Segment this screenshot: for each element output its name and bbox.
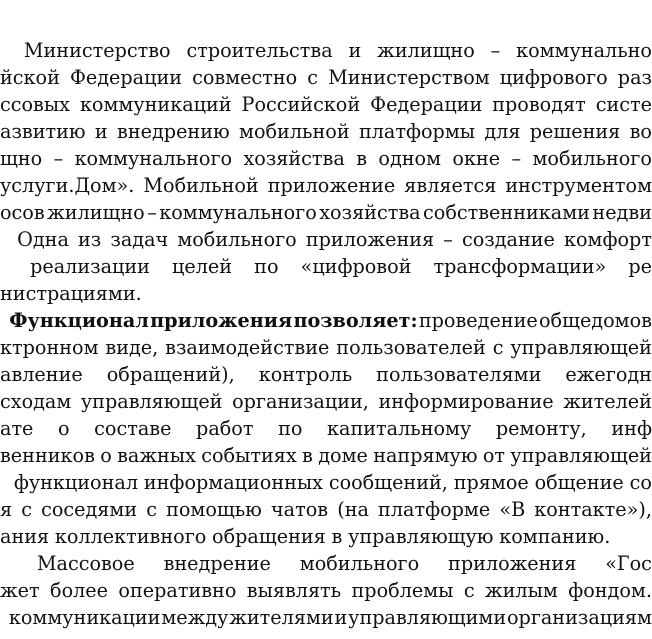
word: в [356,147,367,170]
word: услуги.Дом». [0,174,135,197]
word: ссовых [0,93,70,116]
word: инф [611,417,652,440]
word: со [629,471,652,494]
word: информационных [143,471,323,494]
word: «В [499,498,526,521]
word: систе [595,93,652,116]
word: жет [0,579,40,602]
word: о [58,417,70,440]
word: сходам [0,390,72,413]
bold-word: Функционал [9,309,149,332]
word: жителями [229,606,334,629]
word: коммунального [74,147,233,170]
text-line [0,92,652,118]
word: мобильного [299,552,420,575]
word: – [53,147,64,170]
word: обращений), [106,363,235,386]
bold-word: позволяет: [293,309,418,332]
word: осов [0,201,45,224]
word: Министерством [328,66,490,89]
word: я [0,498,13,521]
indent [0,470,8,496]
word: приложения [448,552,577,575]
word: сообщений, [328,471,448,494]
word: составе [94,417,172,440]
word: и [334,606,348,629]
word: доме [318,444,368,467]
word: событиях [201,444,297,467]
text-line [0,524,652,550]
word: Федерации [370,93,483,116]
word: фондом. [568,579,652,602]
word: инструментом [505,174,652,197]
word: Российской [241,93,361,116]
word: более [50,579,109,602]
word: информирование [378,390,554,413]
word: строительства [186,39,333,62]
word: коммуникации [8,606,161,629]
word: организациям [506,606,652,629]
word: с [307,66,318,89]
indent [0,227,8,253]
word: по [278,417,303,440]
word: организации, [232,390,369,413]
word: чатов [271,498,329,521]
word: для [484,120,521,143]
text-line [0,443,652,469]
text-line [0,254,652,280]
word: приложения [305,228,435,251]
text-line [0,362,652,388]
text-line [0,335,652,361]
word: решения [529,120,621,143]
word: из [78,228,102,251]
word: ежегодн [565,363,652,386]
word: ре [628,255,652,278]
indent [0,254,8,280]
word: реализации [30,255,150,278]
word: недви [592,201,652,224]
word: Массовое [36,552,135,575]
text-line [0,497,652,523]
word: с [146,498,157,521]
text-line [0,470,652,496]
indent [0,551,8,577]
word: выявлять [246,579,342,602]
word: задач [110,228,169,251]
word: контакте»), [534,498,652,521]
word: щно [0,147,43,170]
text-line [0,38,652,64]
word: платформы [358,120,476,143]
word: общедомов [539,309,652,332]
word: платформе [378,498,491,521]
word: мобильного [532,147,652,170]
word: «Гос [605,552,652,575]
word: целей [172,255,233,278]
word: ктронном [0,336,99,359]
word: общение [534,471,624,494]
word: с [21,498,32,521]
indent [0,605,8,631]
word: капитальному [327,417,472,440]
word: пользователей [336,336,486,359]
word: совместно [192,66,298,89]
indent [0,308,8,334]
word: управляющей [510,336,652,359]
word: обращения [212,525,326,548]
text-line [0,281,652,307]
text-line [0,578,652,604]
word: Одна [17,228,69,251]
word: проблемы [351,579,454,602]
word: оперативно [118,579,237,602]
word: нистрациями. [0,282,142,305]
word: азвитию [0,120,86,143]
word: авление [0,363,83,386]
text-line [0,173,652,199]
word: трансформации» [433,255,607,278]
word: – [511,147,522,170]
word: жилищно [47,201,145,224]
word: йской [0,66,60,89]
word: ания [0,525,50,548]
text-line [0,551,652,577]
text-line [0,389,652,415]
word: и [348,39,362,62]
text-line [0,416,652,442]
word: управляющую [348,525,494,548]
text-line [0,227,652,253]
word: одном [378,147,442,170]
word: окне [452,147,501,170]
word: коллективного [54,525,207,548]
word: контроль [258,363,353,386]
word: коммунального [159,201,317,224]
word: и [94,120,108,143]
word: жилищно [377,39,475,62]
word: о [100,444,112,467]
word: – [490,39,501,62]
word: напрямую [373,444,478,467]
word: венников [0,444,95,467]
word: соседями [41,498,138,521]
word: жилым [484,579,558,602]
word: хозяйства [319,201,421,224]
text-line [0,146,652,172]
word: проведение [418,309,538,332]
word: создание [461,228,555,251]
word: хозяйства [243,147,345,170]
word: мобильной [239,120,350,143]
word: Министерство [23,39,171,62]
word: внедрению [117,120,230,143]
text-line [0,65,652,91]
word: ремонту, [495,417,587,440]
word: жителей [563,390,652,413]
word: – [443,228,453,251]
word: в [302,444,313,467]
word: в [331,525,343,548]
word: является [404,174,497,197]
word: прямое [453,471,529,494]
word: управляющими [348,606,507,629]
word: управляющей [80,390,223,413]
word: Федерации [69,66,183,89]
word: между [161,606,229,629]
word: цифрового [499,66,608,89]
word: помощью [166,498,262,521]
word: виде, [105,336,159,359]
word: комфорт [564,228,652,251]
indent [0,38,8,64]
word: (на [337,498,369,521]
word: ате [0,417,34,440]
text-line [0,119,652,145]
word: собственниками [423,201,590,224]
word: проводят [492,93,586,116]
word: управляющей [510,444,652,467]
word: взаимодействие [165,336,330,359]
word: пользователями [376,363,542,386]
bold-word: приложения [150,309,293,332]
word: функционал [13,471,139,494]
word: по [254,255,279,278]
word: коммуникаций [79,93,232,116]
text-line [0,200,652,226]
word: – [147,201,157,224]
word: раз [617,66,652,89]
word: внедрение [163,552,271,575]
word: важных [117,444,196,467]
word: коммунально [516,39,652,62]
word: мобильного [177,228,297,251]
word: «цифровой [300,255,412,278]
word: с [463,579,475,602]
word: работ [196,417,254,440]
text-line [0,308,652,334]
word: компанию. [499,525,611,548]
word: от [482,444,506,467]
word: во [629,120,652,143]
text-line [0,605,652,631]
word: с [492,336,504,359]
word: приложение [267,174,396,197]
word: Мобильной [143,174,259,197]
